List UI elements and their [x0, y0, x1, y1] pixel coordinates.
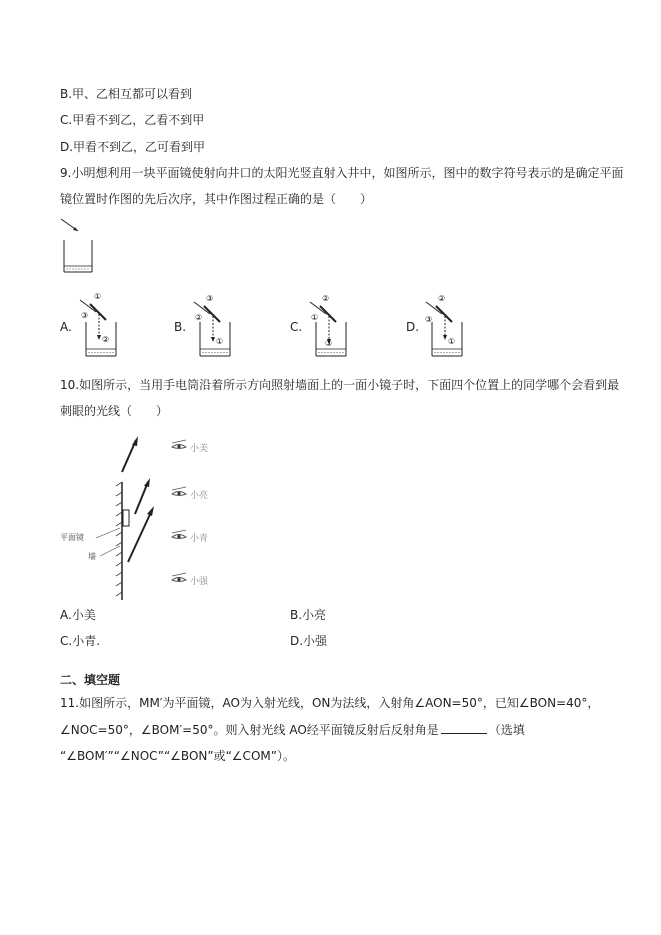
q9-a-mark-3: ② [102, 335, 110, 344]
q10-person-xiaoqiang: 小强 [190, 577, 209, 587]
section-title-fill-in: 二、填空题 [60, 673, 121, 687]
q9-option-a-label: A. [60, 320, 72, 334]
q10-mirror-diagram [60, 432, 230, 602]
q9-b-mark-1: ③ [206, 294, 214, 303]
q9-b-mark-3: ① [216, 337, 224, 346]
q9-c-mark-3: ③ [325, 339, 333, 348]
q11-stem-line3: “∠BOM′”“∠NOC”“∠BON”或“∠COM”）。 [60, 749, 295, 763]
q10-option-b: B.小亮 [290, 608, 327, 622]
q10-person-xiaomei: 小美 [190, 444, 209, 454]
q11-stem-line1: 11.如图所示，MM′为平面镜，AO为入射光线，ON为法线，入射角∠AON=50°，已知∠BON=40°， [60, 696, 600, 710]
q9-well-diagram [58, 216, 98, 276]
q9-option-d-label: D. [406, 320, 420, 334]
q10-person-xiaoliang: 小亮 [190, 491, 209, 501]
q10-option-c: C.小青. [60, 634, 101, 648]
q10-person-xiaoqing: 小青 [190, 534, 209, 544]
q10-mirror-label: 平面镜 [60, 533, 84, 542]
q9-stem-line2: 镜位置时作图的先后次序，其中作图过程正确的是（ ） [60, 192, 373, 206]
q9-c-mark-1: ② [322, 294, 330, 303]
q10-option-d: D.小强 [290, 634, 328, 648]
q9-option-c-figure [308, 290, 352, 360]
q8-option-c: C.甲看不到乙，乙看不到甲 [60, 113, 205, 127]
q10-stem-line1: 10.如图所示，当用手电筒沿着所示方向照射墙面上的一面小镜子时，下面四个位置上的同学哪个会看到最 [60, 378, 620, 392]
q9-a-mark-2: ③ [81, 311, 89, 320]
q9-d-mark-2: ③ [425, 315, 433, 324]
q9-option-c-label: C. [290, 320, 303, 334]
q9-d-mark-3: ① [448, 337, 456, 346]
q10-option-a: A.小美 [60, 608, 96, 622]
q9-option-b-label: B. [174, 320, 187, 334]
q9-option-b-figure [192, 290, 236, 360]
q9-c-mark-2: ① [311, 313, 319, 322]
q11-line2-text: ∠NOC=50°，∠BOM′=50°。则入射光线 AO经平面镜反射后反射角是 [60, 723, 439, 737]
q8-option-b: B.甲、乙相互都可以看到 [60, 87, 193, 101]
q11-stem-line2 [60, 721, 525, 738]
q11-line2-tail: （选填 [488, 723, 525, 737]
q9-b-mark-2: ② [195, 313, 203, 322]
q10-stem-line2: 刺眼的光线（ ） [60, 404, 169, 418]
q8-option-d: D.甲看不到乙，乙可看到甲 [60, 140, 206, 154]
q9-a-mark-1: ① [94, 292, 102, 301]
q9-stem-line1: 9.小明想利用一块平面镜使射向井口的太阳光竖直射入井中，如图所示，图中的数字符号表示的是确定平面 [60, 166, 624, 180]
q9-option-d-figure [424, 290, 468, 360]
q10-wall-label: 墙 [88, 552, 96, 561]
q9-d-mark-1: ② [438, 294, 446, 303]
q11-answer-blank[interactable] [441, 721, 487, 734]
q9-option-a-figure [78, 290, 122, 360]
